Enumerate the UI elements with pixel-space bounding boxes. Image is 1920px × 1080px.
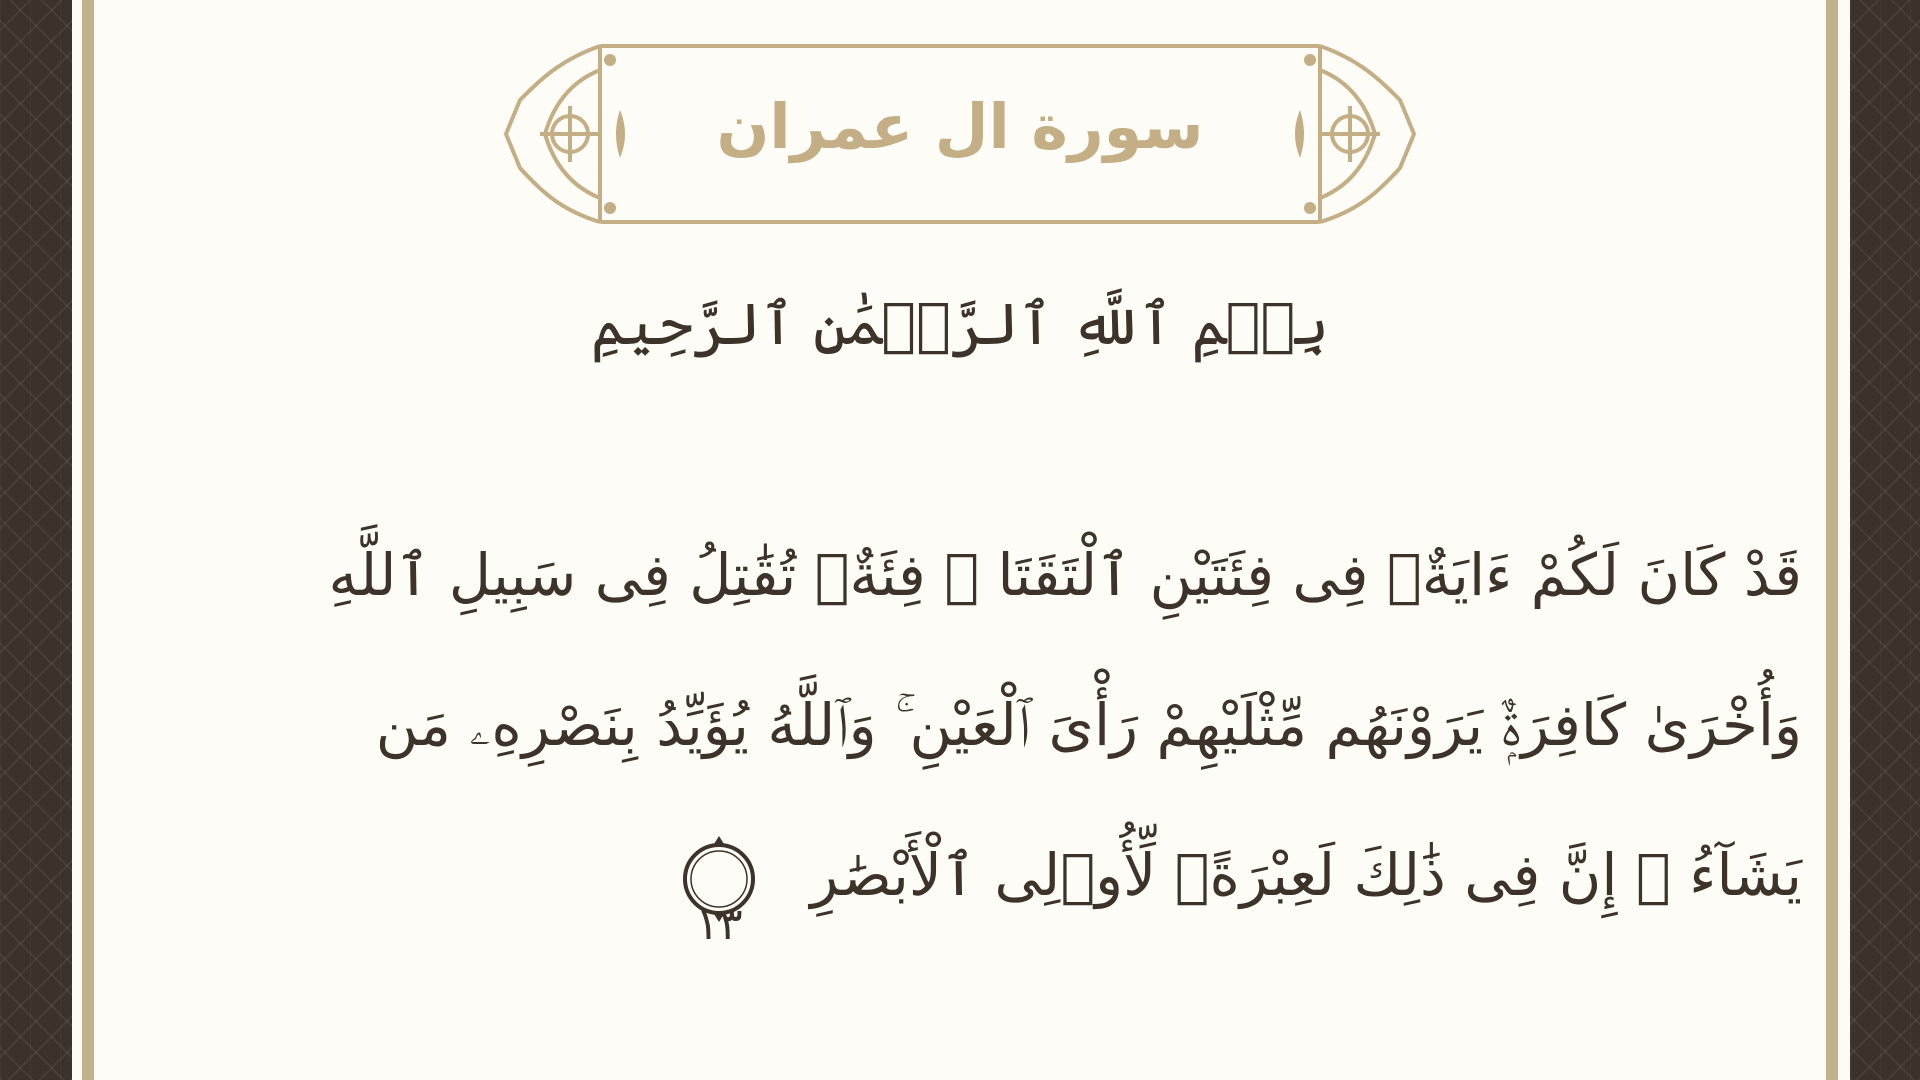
verse-line-3 [674, 800, 1802, 950]
surah-title-cartouche [500, 40, 1420, 230]
right-ornamental-border [1850, 0, 1920, 1080]
ayah-number: ١٣ [695, 898, 743, 950]
ayah-end-marker [674, 834, 764, 950]
verse-line-2: وَأُخْرَىٰ كَافِرَةٌۭ يَرَوْنَهُم مِّثْلَيْهِمْ رَأْىَ ٱلْعَيْنِ ۚ وَٱللَّهُ يُؤَيِّدُ بِنَصْرِهِۦ مَن [375, 691, 1802, 759]
verse-line-1: قَدْ كَانَ لَكُمْ ءَايَةٌۭ فِى فِئَتَيْنِ ٱلْتَقَتَا ۖ فِئَةٌۭ تُقَٰتِلُ فِى سَبِيلِ ٱللَّهِ [328, 541, 1802, 609]
left-gold-rule [82, 0, 94, 1080]
verse-line-3-text: يَشَآءُ ۗ إِنَّ فِى ذَٰلِكَ لَعِبْرَةًۭ لِّأُو۟لِى ٱلْأَبْصَٰرِ [810, 841, 1802, 909]
basmala-calligraphy: بِسۡمِ ٱللَّهِ ٱلرَّحۡمَٰنِ ٱلرَّحِيمِ [590, 290, 1330, 358]
right-gold-rule [1826, 0, 1838, 1080]
surah-title: سورة ال عمران [716, 90, 1204, 163]
left-ornamental-border [0, 0, 72, 1080]
